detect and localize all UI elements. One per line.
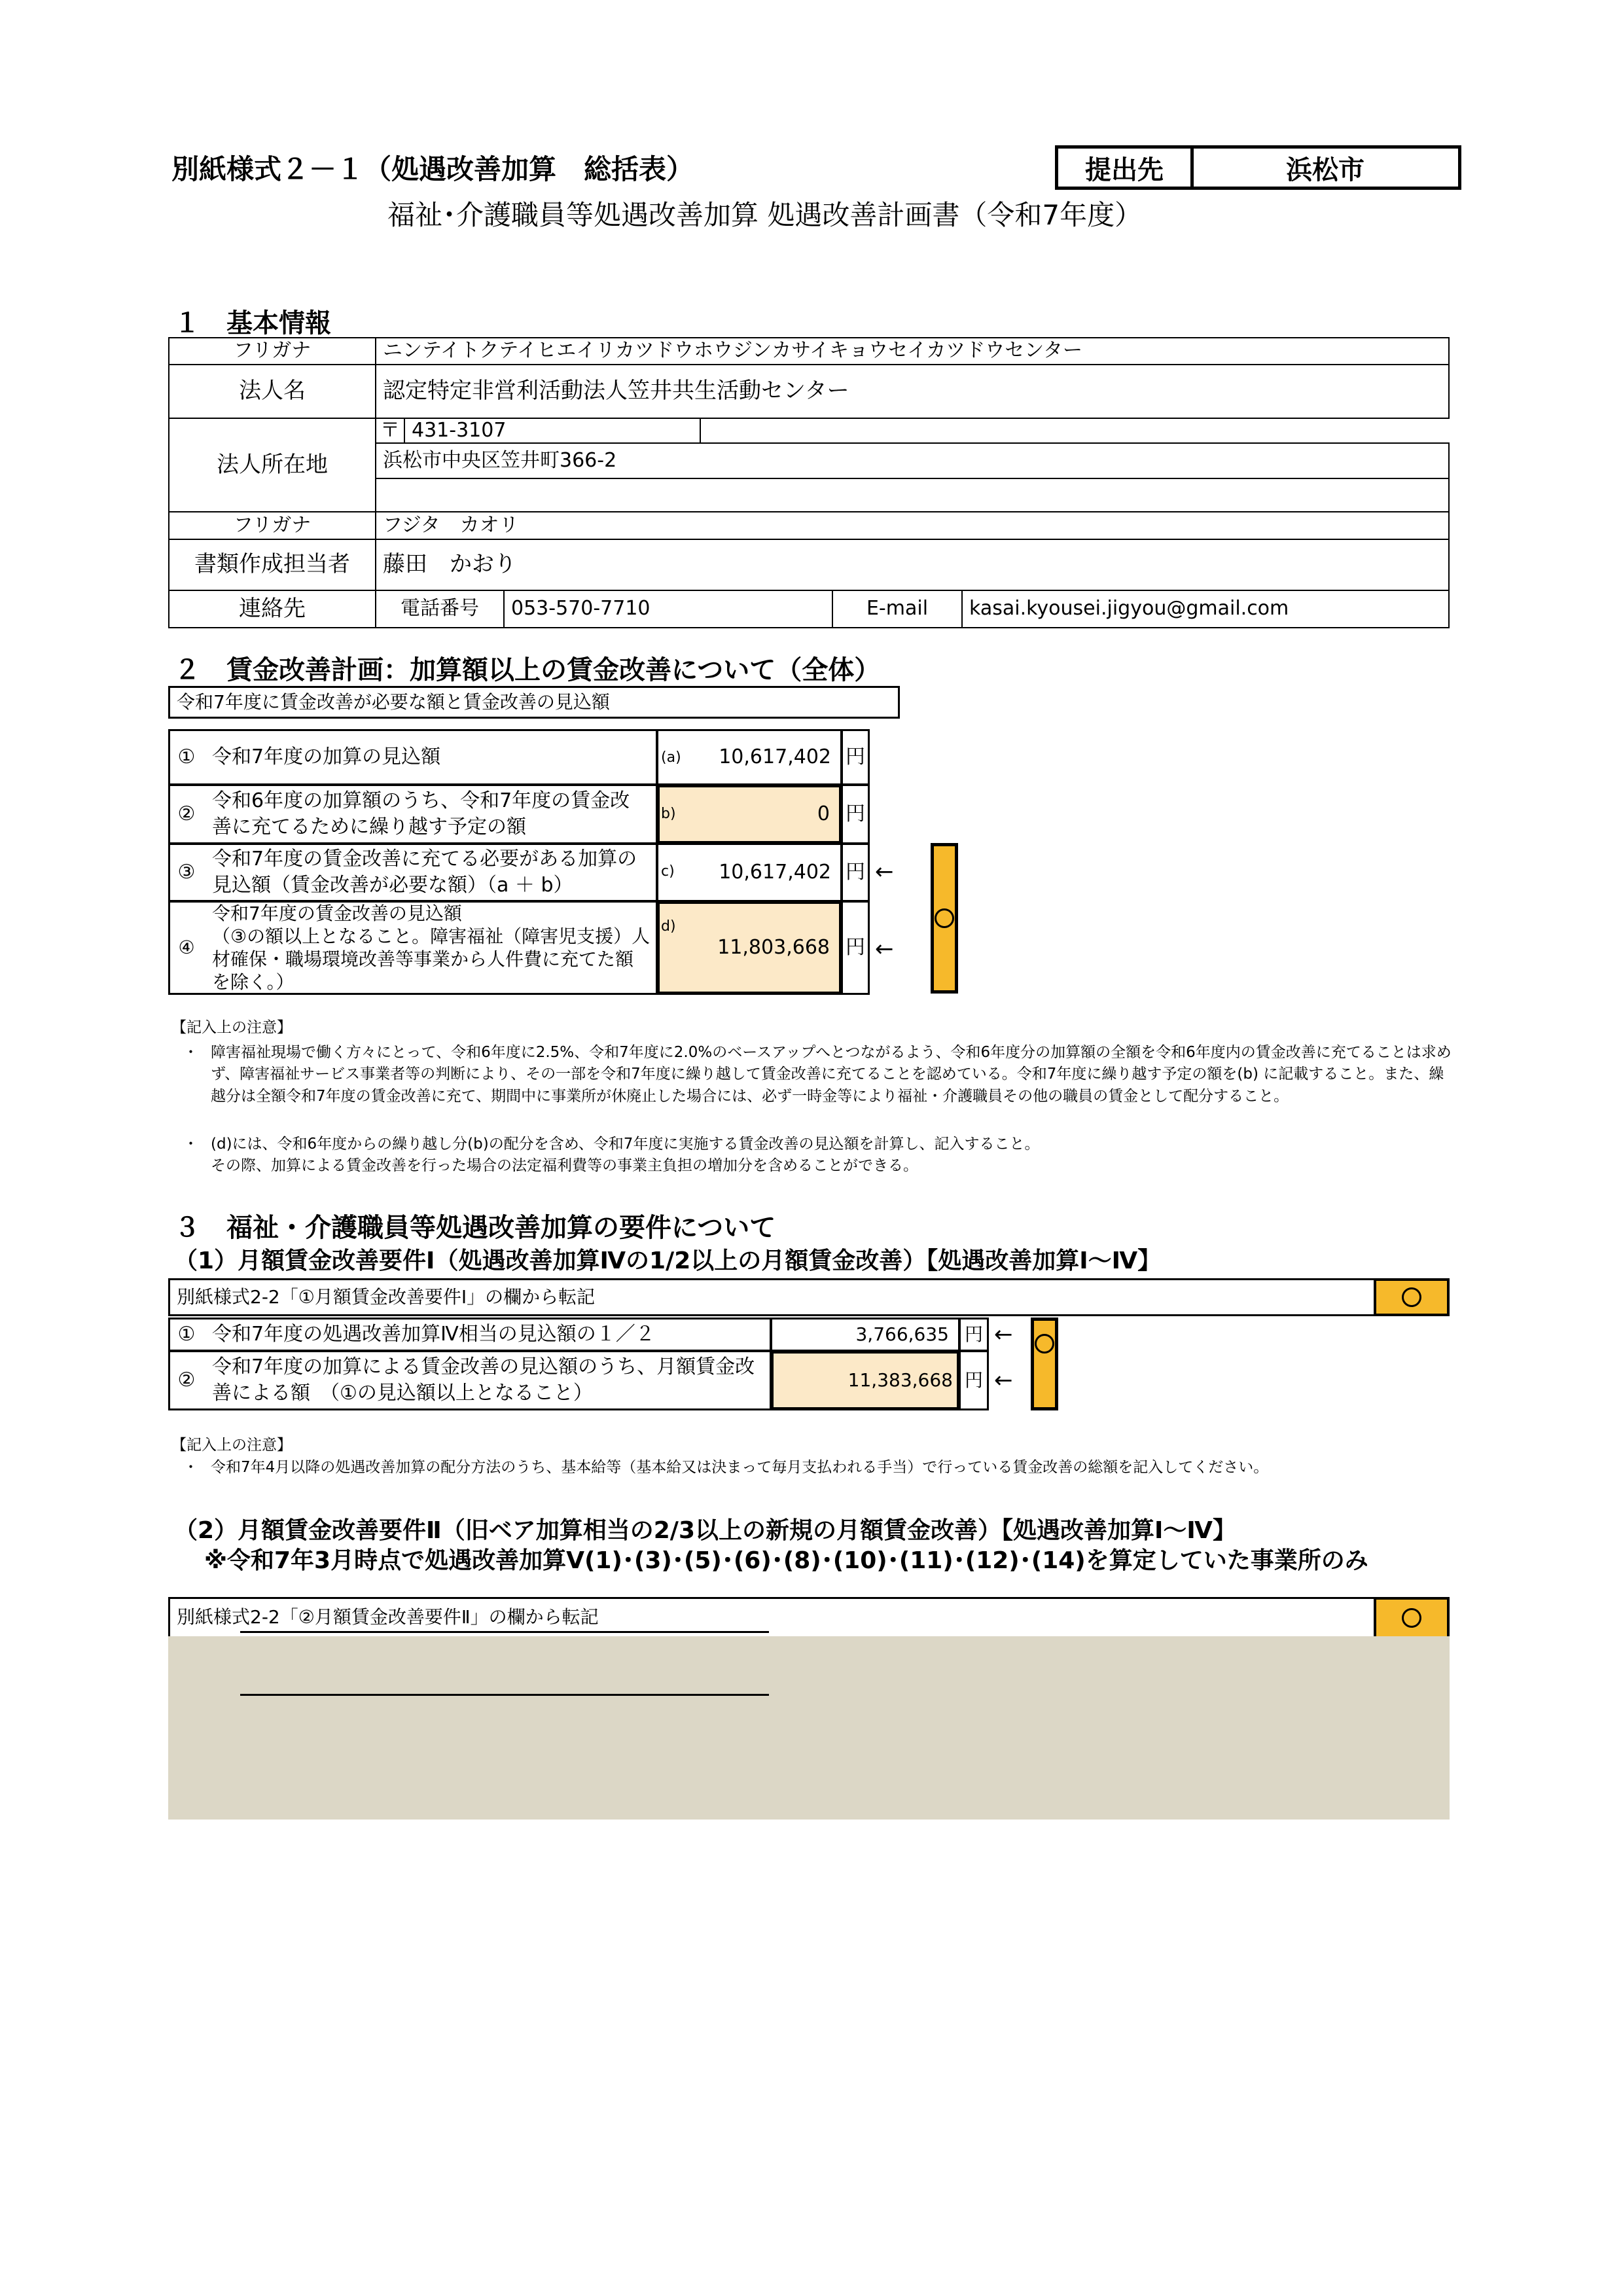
address-field[interactable]: 浜松市中央区笠井町366-2 [375,442,1450,479]
wage-row-1-value[interactable] [656,729,842,785]
corp-furigana-label: フリガナ [168,337,376,365]
sub1-heading: （1）月額賃金改善要件Ⅰ（処遇改善加算Ⅳの1/2以上の月額賃金改善）【処遇改善加算Ⅰ～Ⅳ】 [174,1247,1162,1274]
req1-row-1-unit: 円 [959,1318,989,1352]
person-name-field[interactable]: 藤田 かおり [375,539,1450,591]
basic-info-table [168,337,1450,628]
email-field[interactable]: kasai.kyousei.jigyou@gmail.com [961,590,1450,628]
wage-row-3-label: 令和7年度の賃金改善に充てる必要がある加算の見込額（賃金改善が必要な額）（a ＋ b） [212,847,637,897]
note-bullet-2: ・ [183,1136,198,1153]
wage-row-3-number: ③ [177,860,196,884]
section3-heading: ３ 福祉・介護職員等処遇改善加算の要件について [174,1213,776,1243]
req1-check-box[interactable] [1031,1318,1058,1410]
submit-to-label: 提出先 [1055,145,1194,190]
sub1-notes-title: 【記入上の注意】 [171,1437,292,1454]
postal-code-field[interactable]: 431-3107 [404,418,701,444]
phone-label: 電話番号 [375,590,505,628]
wage-row-1-label: 令和7年度の加算の見込額 [212,745,441,768]
sub2-heading-line1: （2）月額賃金改善要件Ⅱ（旧ベア加算相当の2/3以上の新規の月額賃金改善）【処遇改善加算Ⅰ～Ⅳ】 [174,1517,1236,1544]
wage-row-1-amount: 10,617,402 [719,745,831,768]
grey-disabled-area [168,1636,1450,1820]
sub1-transfer-header: 別紙様式2-2「①月額賃金改善要件Ⅰ」の欄から転記 [168,1278,1450,1316]
underline-2 [240,1694,769,1696]
monthly-wage-req2-table [168,1597,1451,1820]
wage-row-4-unit: 円 [841,901,870,995]
section2-heading: ２ 賃金改善計画：加算額以上の賃金改善について（全体） [174,655,881,685]
underline-1 [240,1631,769,1633]
address-label: 法人所在地 [168,418,376,512]
postal-mark: 〒 [375,418,405,444]
submit-to-value[interactable]: 浜松市 [1190,145,1461,190]
wage-row-1-tag: (a) [661,749,681,766]
req1-row-1-label: 令和7年度の処遇改善加算Ⅳ相当の見込額の１／２ [212,1322,655,1346]
sub1-note: 令和7年4月以降の処遇改善加算の配分方法のうち、基本給等（基本給又は決まって毎月支払われる手当）で行っている賃金改善の総額を記入してください。 [211,1459,1269,1476]
wage-row-3-value[interactable] [656,843,842,902]
section2-note-1: 障害福祉現場で働く方々にとって、令和6年度に2.5%、令和7年度に2.0%のベースアップへとつながるよう、令和6年度分の加算額の全額を令和6年度内の賃金改善に充てることは求めず、障害福祉サービス事業者等の判断により、その一部を令和7年度に繰り越して賃金改善に充てることを認めている。令和7年度に繰り越す予定の額を(b) に記載すること。また、繰越分は全額令和7年度の賃金改善に充て、期間中に事業所が休廃止した場合には、必ず一時金等により福祉・介護職員その他の職員の賃金として配分すること。 [211,1044,1452,1105]
sub2-check-box[interactable] [1374,1597,1450,1636]
phone-field[interactable]: 053-570-7710 [503,590,833,628]
corp-name-label: 法人名 [168,364,376,419]
wage-check-box[interactable] [931,843,958,994]
sub2-transfer-header: 別紙様式2-2「②月額賃金改善要件Ⅱ」の欄から転記 [168,1597,1450,1636]
wage-row-2-amount: 0 [817,802,830,825]
req1-row-1-number: ① [177,1322,196,1346]
contact-label: 連絡先 [168,590,376,628]
wage-row-3-arrow: ← [875,859,894,885]
req1-row-1-label-cell [168,1318,772,1352]
sub2-heading-line2: ※令和7年3月時点で処遇改善加算Ⅴ(1)･(3)･(5)･(6)･(8)･(10)･(11)･(12)･(14)を算定していた事業所のみ [204,1547,1368,1574]
wage-row-2-label-cell [168,784,658,844]
req1-row-1-arrow: ← [994,1321,1013,1348]
wage-row-4-number: ④ [178,936,195,958]
monthly-wage-req1-table [168,1278,1451,1429]
wage-row-1-number: ① [177,745,196,768]
form-title: 別紙様式２－１（処遇改善加算 総括表） [171,153,694,185]
person-furigana-label: フリガナ [168,511,376,540]
check-circle-icon [1402,1608,1421,1628]
person-furigana-field[interactable]: フジタ カオリ [375,511,1450,540]
wage-row-3-tag: c) [661,863,675,880]
wage-row-4-tag: d) [661,918,676,935]
wage-plan-table-header: 令和7年度に賃金改善が必要な額と賃金改善の見込額 [168,686,900,719]
req1-row-2-label: 令和7年度の加算による賃金改善の見込額のうち、月額賃金改善による額 （①の見込額以上となること） [212,1355,755,1405]
wage-row-4-arrow: ← [875,936,894,962]
wage-row-4-label-cell [168,901,658,995]
req1-row-2-number: ② [177,1368,196,1391]
wage-row-2-tag: b) [661,806,676,822]
section1-heading: １ 基本情報 [174,308,331,338]
sub1-note-bullet: ・ [183,1459,198,1476]
req1-row-2-value[interactable]: 11,383,668 [770,1350,960,1410]
wage-row-3-amount: 10,617,402 [719,860,831,884]
email-label: E-mail [832,590,963,628]
section2-note-2: (d)には、令和6年度からの繰り越し分(b)の配分を含め、令和7年度に実施する賃金改善の見込額を計算し、記入すること。 その際、加算による賃金改善を行った場合の法定福利費等の事業主負担の増加分を含めることができる。 [211,1136,1040,1175]
note-bullet-1: ・ [183,1044,198,1061]
wage-plan-table [168,686,960,1007]
section2-notes-title: 【記入上の注意】 [171,1019,292,1036]
wage-row-1-unit: 円 [841,729,870,785]
wage-row-3-unit: 円 [841,843,870,902]
wage-row-4-amount: 11,803,668 [717,935,830,959]
wage-row-2-unit: 円 [841,784,870,844]
req1-row-2-arrow: ← [994,1367,1013,1393]
wage-row-3-label-cell [168,843,658,902]
wage-row-2-value[interactable] [656,784,842,844]
check-circle-icon [1035,1334,1054,1354]
wage-row-4-value[interactable] [656,901,842,995]
req1-row-2-unit: 円 [959,1350,989,1410]
wage-row-1-label-cell [168,729,658,785]
wage-row-2-label: 令和6年度の加算額のうち、令和7年度の賃金改善に充てるために繰り越す予定の額 [212,789,630,838]
check-circle-icon [935,908,954,928]
corp-name-field[interactable]: 認定特定非営利活動法人笠井共生活動センター [375,364,1450,419]
req1-row-1-value[interactable]: 3,766,635 [770,1318,960,1352]
document-subtitle: 福祉･介護職員等処遇改善加算 処遇改善計画書（令和7年度） [387,199,1143,231]
wage-row-2-number: ② [177,802,196,825]
sub1-check-box[interactable] [1374,1278,1450,1316]
address-line2-field[interactable] [375,478,1450,512]
req1-row-2-label-cell [168,1350,772,1410]
wage-row-4-label: 令和7年度の賃金改善の見込額 （③の額以上となること。障害福祉（障害児支援）人材確保・職場環境改善等事業から人件費に充てた額を除く。） [212,903,651,993]
check-circle-icon [1402,1287,1421,1307]
corp-furigana-field[interactable]: ニンテイトクテイヒエイリカツドウホウジンカサイキョウセイカツドウセンター [375,337,1450,365]
person-label: 書類作成担当者 [168,539,376,591]
